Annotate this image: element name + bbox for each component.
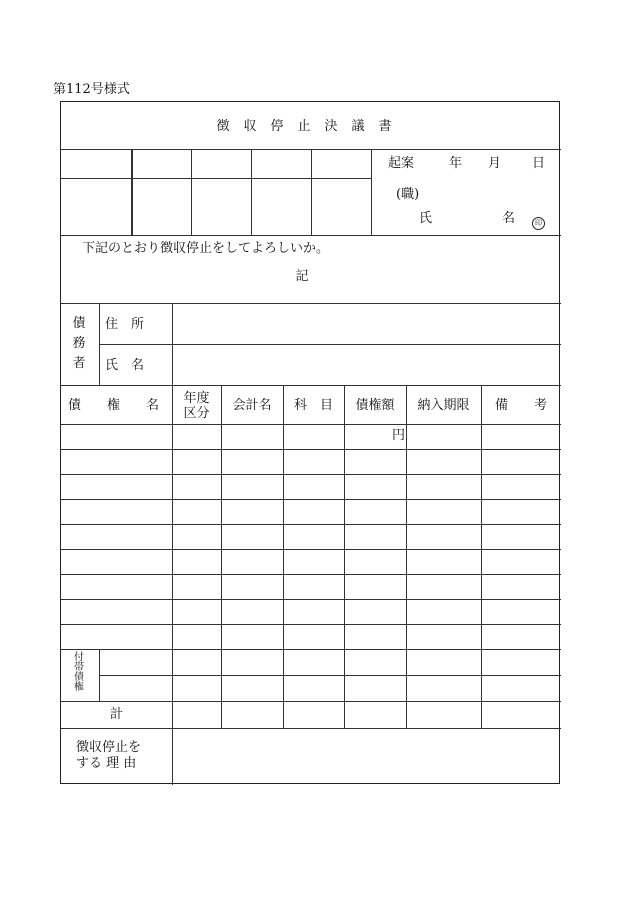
- seal-icon: [532, 213, 545, 232]
- resolution-form: [60, 101, 560, 784]
- col-due-date: 納入期限: [417, 398, 470, 413]
- reason-label: [76, 740, 141, 772]
- debtor-label: [72, 314, 86, 374]
- name-label: 名: [502, 211, 516, 226]
- day-label: 日: [532, 156, 546, 171]
- col-year-class-line2: 区分: [183, 406, 210, 421]
- table-row: [61, 549, 561, 550]
- ki-label: 記: [295, 269, 309, 284]
- col-claim-amount: 債権額: [355, 398, 395, 413]
- divider: [251, 149, 252, 235]
- col-remarks: 備 考: [494, 398, 547, 413]
- draft-label: 起案: [388, 156, 415, 171]
- divider: [283, 385, 284, 728]
- table-row: [61, 624, 561, 625]
- divider: [481, 385, 482, 728]
- divider: [344, 385, 345, 728]
- address-label: 住 所: [105, 317, 145, 332]
- table-row: [61, 701, 561, 702]
- table-row: [61, 474, 561, 475]
- total-label: 計: [110, 707, 124, 722]
- job-label: (職): [396, 187, 420, 202]
- divider: [172, 385, 173, 785]
- col-year-class: [172, 391, 221, 421]
- form-number: 第112号様式: [53, 82, 130, 97]
- col-claim-name: 債 権 名: [68, 398, 160, 413]
- reason-label-line1: 徴収停止を: [76, 740, 142, 755]
- table-row: [99, 675, 561, 676]
- divider: [406, 385, 407, 728]
- col-year-class-line1: 年度: [183, 391, 210, 406]
- attached-claims-label: [73, 653, 85, 693]
- divider: [61, 235, 561, 236]
- col-account-name: 会計名: [232, 398, 272, 413]
- divider: [99, 649, 100, 701]
- debtor-label-char: 務: [72, 336, 86, 351]
- year-label: 年: [449, 156, 463, 171]
- attached-label-char: 権: [74, 682, 84, 693]
- col-subject: 科 目: [293, 398, 333, 413]
- debtor-label-char: 者: [72, 356, 86, 371]
- divider: [371, 149, 372, 235]
- table-row: [61, 649, 561, 650]
- debtor-label-char: 債: [72, 316, 86, 331]
- divider: [61, 385, 561, 386]
- form-title: 徴収停止決議書: [216, 119, 406, 134]
- table-row: [61, 599, 561, 600]
- request-text: 下記のとおり徴収停止をしてよろしいか。: [82, 241, 330, 256]
- surname-label: 氏: [419, 211, 433, 226]
- attached-label-char: 債: [74, 672, 84, 683]
- divider: [311, 149, 312, 235]
- debtor-name-label: 氏 名: [105, 358, 145, 373]
- divider: [221, 385, 222, 728]
- table-row: [61, 424, 561, 425]
- divider: [61, 178, 371, 179]
- month-label: 月: [488, 156, 502, 171]
- seal-glyph: 印: [532, 217, 545, 230]
- reason-label-line2: する 理 由: [76, 756, 137, 771]
- table-row: [61, 524, 561, 525]
- table-row: [61, 728, 561, 729]
- attached-label-char: 帯: [74, 662, 84, 673]
- table-row: [61, 499, 561, 500]
- divider: [99, 344, 561, 345]
- divider: [61, 303, 561, 304]
- table-row: [61, 449, 561, 450]
- divider: [131, 149, 133, 235]
- attached-label-char: 付: [74, 652, 84, 663]
- table-row: [61, 574, 561, 575]
- divider: [191, 149, 192, 235]
- yen-unit: 円: [392, 428, 406, 443]
